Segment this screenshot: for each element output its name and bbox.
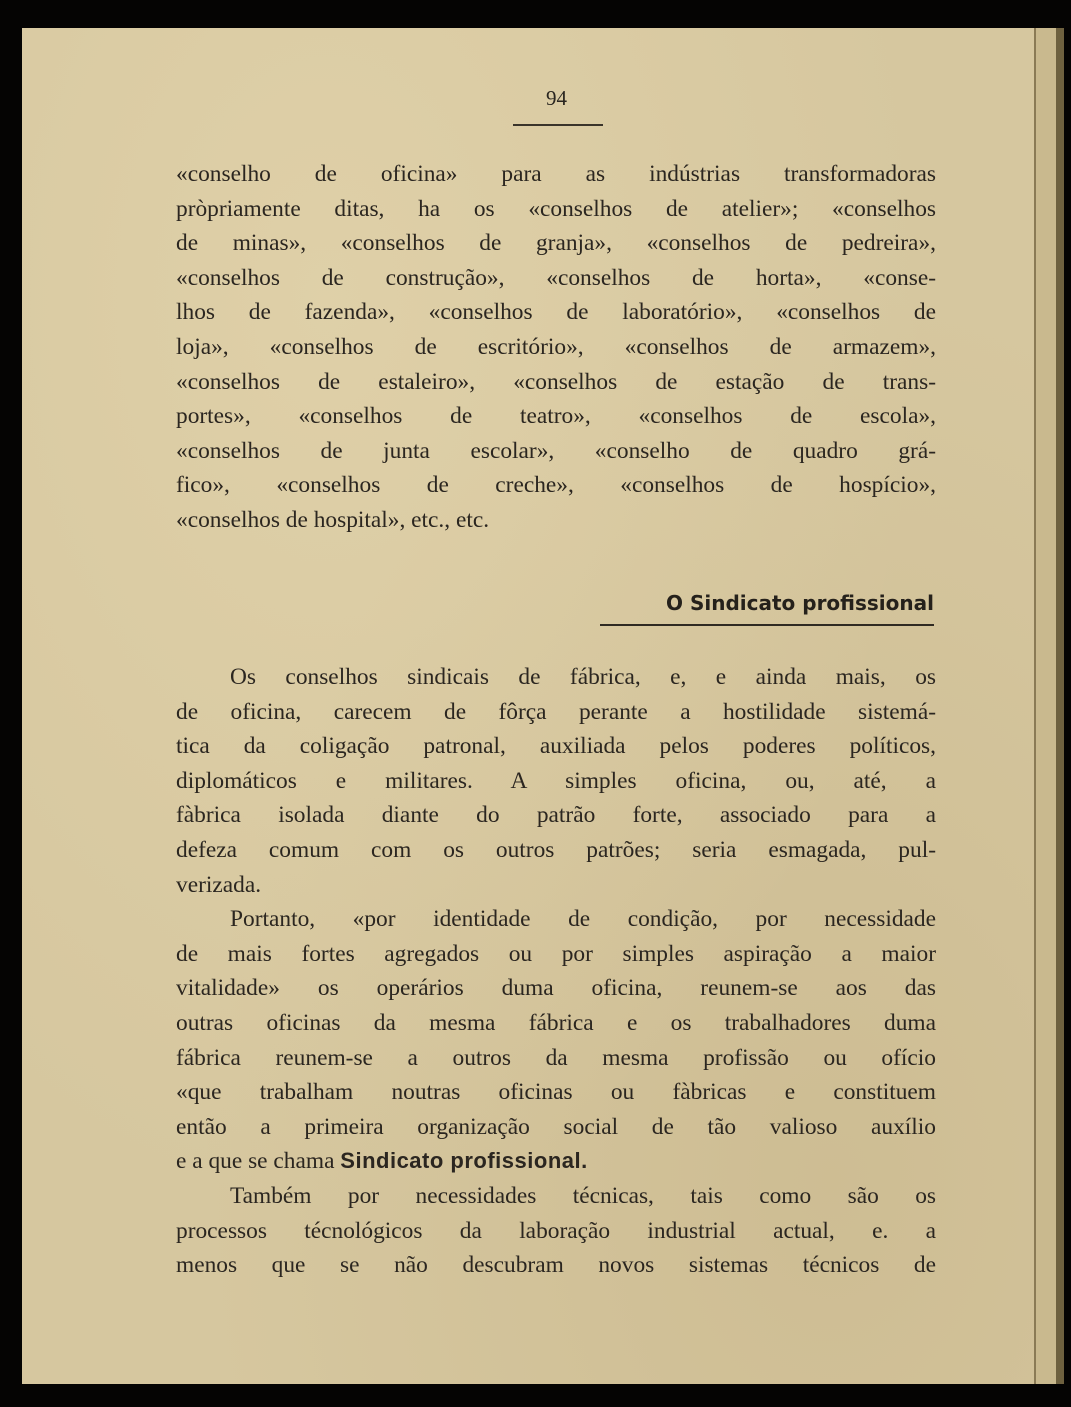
text-line: vitalidade» os operários duma oficina, reunem-se aos das	[176, 975, 936, 1002]
text-line: de oficina, carecem de fôrça perante a hostilidade sistemá-	[176, 698, 936, 725]
section-heading-underline	[600, 624, 934, 626]
text-line-prefix: e a que se chama	[176, 1148, 341, 1175]
text-line: processos técnológicos da laboração industrial actual, e. a	[176, 1217, 936, 1244]
text-line: diplomáticos e militares. A simples oficina, ou, até, a	[176, 767, 936, 794]
text-line: fábrica reunem-se a outros da mesma profissão ou ofício	[176, 1044, 936, 1071]
text-line: loja», «conselhos de escritório», «conselhos de armazem»,	[176, 333, 936, 360]
paragraph-list-of-councils	[176, 157, 936, 538]
text-line: tica da coligação patronal, auxiliada pelos poderes políticos,	[176, 733, 936, 760]
emphasized-term: Sindicato profissional.	[340, 1148, 588, 1174]
text-line: «que trabalham noutras oficinas ou fàbricas e constituem	[176, 1079, 936, 1106]
text-line: verizada.	[176, 871, 262, 898]
text-line: pròpriamente ditas, ha os «conselhos de atelier»; «conselhos	[176, 195, 936, 222]
page-binding-shadow	[1056, 28, 1064, 1384]
text-line: «conselhos de estaleiro», «conselhos de estação de trans-	[176, 368, 936, 395]
text-line: fàbrica isolada diante do patrão forte, associado para a	[176, 802, 936, 829]
page-number: 94	[546, 86, 567, 110]
text-line: «conselho de oficina» para as indústrias transformadoras	[176, 161, 936, 187]
text-line: fico», «conselhos de creche», «conselhos de hospício»,	[176, 472, 936, 499]
next-page-edge	[1034, 28, 1058, 1384]
text-line: defeza comum com os outros patrões; seria esmagada, pul-	[176, 836, 936, 863]
text-line: Portanto, «por identidade de condição, por necessidade	[230, 906, 936, 933]
text-line: de minas», «conselhos de granja», «conselhos de pedreira»,	[176, 230, 936, 257]
text-line: «conselhos de junta escolar», «conselho de quadro grá-	[176, 437, 936, 464]
page-number-rule	[513, 124, 603, 126]
text-line: Os conselhos sindicais de fábrica, e, e ainda mais, os	[230, 664, 936, 690]
text-line: Também por necessidades técnicas, tais como são os	[230, 1182, 936, 1209]
paragraph-sindicato	[176, 660, 936, 1283]
text-line: outras oficinas da mesma fábrica e os trabalhadores duma	[176, 1009, 936, 1036]
text-line: «conselhos de hospital», etc., etc.	[176, 506, 490, 533]
text-line: lhos de fazenda», «conselhos de laboratório», «conselhos de	[176, 299, 936, 326]
text-line-with-emphasis	[176, 1144, 936, 1179]
text-line: portes», «conselhos de teatro», «conselhos de escola»,	[176, 403, 936, 430]
text-line: «conselhos de construção», «conselhos de horta», «conse-	[176, 264, 936, 291]
section-heading: O Sindicato profissional	[666, 591, 934, 615]
text-line: então a primeira organização social de tão valioso auxílio	[176, 1113, 936, 1140]
text-line: menos que se não descubram novos sistemas técnicos de	[176, 1252, 936, 1279]
text-line: de mais fortes agregados ou por simples aspiração a maior	[176, 940, 936, 967]
